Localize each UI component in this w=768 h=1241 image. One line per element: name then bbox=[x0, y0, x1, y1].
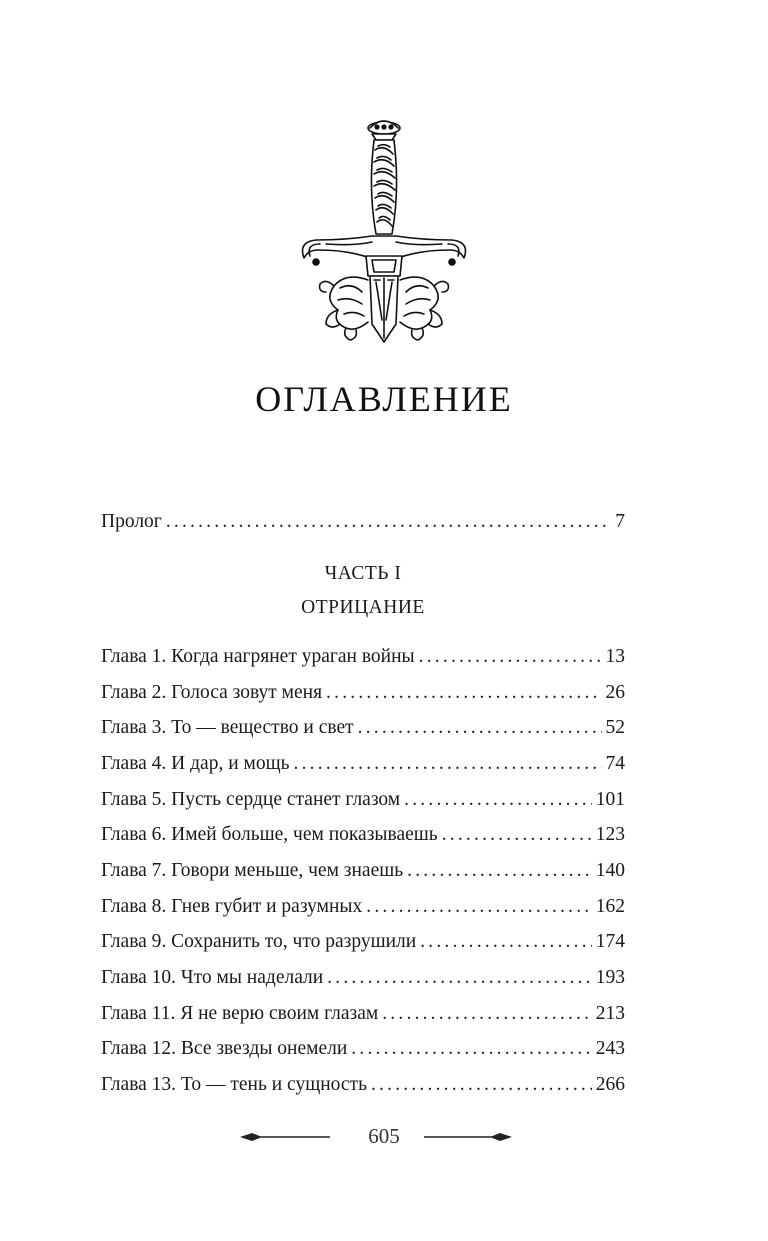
leader-dots bbox=[166, 510, 611, 534]
toc-entry-prologue[interactable] bbox=[101, 510, 625, 534]
toc-entry-page: 193 bbox=[595, 967, 625, 988]
leader-dots bbox=[358, 716, 602, 740]
leader-dots bbox=[326, 681, 601, 705]
part-name: ОТРИЦАНИЕ bbox=[301, 597, 425, 618]
toc-entry-page: 123 bbox=[595, 824, 625, 845]
toc-entry-label: Глава 3. То — вещество и свет bbox=[101, 717, 354, 738]
toc-entry-label: Глава 13. То — тень и сущность bbox=[101, 1074, 367, 1095]
toc-entry-page: 162 bbox=[595, 896, 625, 917]
toc-entry-label: Глава 9. Сохранить то, что разрушили bbox=[101, 931, 417, 952]
toc-entry-page: 13 bbox=[605, 646, 625, 667]
leader-dots bbox=[327, 966, 592, 990]
toc-entry-label: Пролог bbox=[101, 511, 162, 532]
leader-dots bbox=[404, 788, 592, 812]
leader-dots bbox=[382, 1002, 592, 1026]
page-title: ОГЛАВЛЕНИЕ bbox=[255, 379, 513, 419]
toc-entry-label: Глава 8. Гнев губит и разумных bbox=[101, 896, 363, 917]
toc-entry-label: Глава 10. Что мы наделали bbox=[101, 967, 324, 988]
toc-entry-label: Глава 4. И дар, и мощь bbox=[101, 753, 290, 774]
toc-entry-chapter[interactable] bbox=[101, 859, 625, 883]
leader-dots bbox=[442, 823, 592, 847]
leader-dots bbox=[407, 859, 592, 883]
toc-entry-chapter[interactable] bbox=[101, 645, 625, 669]
toc-entry-page: 266 bbox=[595, 1074, 625, 1095]
toc-entry-page: 243 bbox=[595, 1038, 625, 1059]
leader-dots bbox=[419, 645, 602, 669]
toc-entry-page: 101 bbox=[595, 789, 625, 810]
toc-entry-page: 140 bbox=[595, 860, 625, 881]
toc-entry-chapter[interactable] bbox=[101, 716, 625, 740]
leader-dots bbox=[366, 895, 591, 919]
toc-entry-page: 174 bbox=[595, 931, 625, 952]
toc-entry-page: 74 bbox=[605, 753, 625, 774]
toc-entry-label: Глава 12. Все звезды онемели bbox=[101, 1038, 348, 1059]
toc-entry-chapter[interactable] bbox=[101, 681, 625, 705]
toc-entry-label: Глава 11. Я не верю своим глазам bbox=[101, 1003, 379, 1024]
toc-entry-label: Глава 6. Имей больше, чем показываешь bbox=[101, 824, 438, 845]
toc-entry-label: Глава 2. Голоса зовут меня bbox=[101, 682, 323, 703]
toc-entry-page: 7 bbox=[615, 511, 625, 532]
leader-dots bbox=[371, 1073, 592, 1097]
toc-entry-label: Глава 5. Пусть сердце станет глазом bbox=[101, 789, 401, 810]
leader-dots bbox=[351, 1037, 591, 1061]
toc-entry-chapter[interactable] bbox=[101, 895, 625, 919]
toc-entry-chapter[interactable] bbox=[101, 966, 625, 990]
toc-entry-chapter[interactable] bbox=[101, 930, 625, 954]
toc-entry-chapter[interactable] bbox=[101, 752, 625, 776]
dagger-illustration-icon bbox=[296, 110, 472, 346]
toc-entry-page: 26 bbox=[605, 682, 625, 703]
toc-entry-label: Глава 7. Говори меньше, чем знаешь bbox=[101, 860, 404, 881]
page-number: 605 bbox=[368, 1124, 400, 1148]
toc-entry-chapter[interactable] bbox=[101, 788, 625, 812]
toc-entry-chapter[interactable] bbox=[101, 1037, 625, 1061]
toc-entry-chapter[interactable] bbox=[101, 1073, 625, 1097]
leader-dots bbox=[294, 752, 602, 776]
toc-entry-label: Глава 1. Когда нагрянет ураган войны bbox=[101, 646, 415, 667]
leader-dots bbox=[420, 930, 592, 954]
toc-entry-chapter[interactable] bbox=[101, 823, 625, 847]
toc-entry-page: 52 bbox=[605, 717, 625, 738]
part-number: ЧАСТЬ I bbox=[324, 563, 402, 584]
toc-entry-chapter[interactable] bbox=[101, 1002, 625, 1026]
toc-entry-page: 213 bbox=[595, 1003, 625, 1024]
